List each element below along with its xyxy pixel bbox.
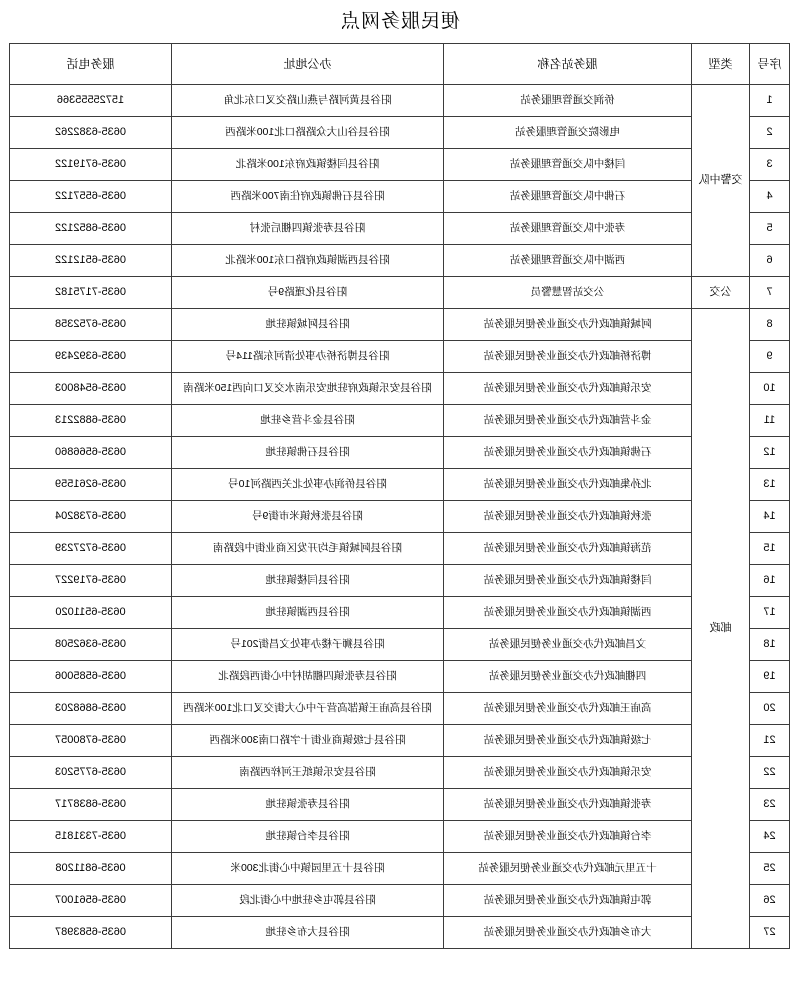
cell-index: 15: [750, 533, 790, 565]
cell-index: 23: [750, 789, 790, 821]
cell-station-name: 四棚邮政代办交通业务便民服务站: [444, 661, 692, 693]
cell-phone: 0635-6738204: [10, 501, 172, 533]
table-body: [10, 85, 790, 949]
cell-station-name: 文昌邮政代办交通业务便民服务站: [444, 629, 692, 661]
cell-phone: 0635-6811208: [10, 853, 172, 885]
cell-address: 阳谷县博济桥办事处清河东路114号: [172, 341, 444, 373]
cell-index: 22: [750, 757, 790, 789]
table-row: [10, 629, 790, 661]
cell-phone: 0635-6557122: [10, 181, 172, 213]
cell-station-name: 范海镇邮政代办交通业务便民服务站: [444, 533, 692, 565]
cell-phone: 0635-6752358: [10, 309, 172, 341]
cell-station-name: 石佛镇邮政代办交通业务便民服务站: [444, 437, 692, 469]
column-header-name: 服务站名称: [444, 44, 692, 85]
cell-phone: 0635-6512122: [10, 245, 172, 277]
cell-station-name: 大布乡邮政代办交通业务便民服务站: [444, 917, 692, 949]
cell-address: 阳谷县闫楼镇驻地: [172, 565, 444, 597]
cell-address: 阳谷县寿张镇四棚后张村: [172, 213, 444, 245]
cell-address: 阳谷县闫楼镇政府东100米路北: [172, 149, 444, 181]
column-header-phone: 服务电话: [10, 44, 172, 85]
cell-address: 阳谷县寿张镇驻地: [172, 789, 444, 821]
cell-station-name: 闫楼镇邮政代办交通业务便民服务站: [444, 565, 692, 597]
cell-station-name: 公交站智慧警员: [444, 277, 692, 309]
cell-index: 18: [750, 629, 790, 661]
cell-address: 阳谷县大布乡驻地: [172, 917, 444, 949]
cell-station-name: 电影院交通管理服务站: [444, 117, 692, 149]
cell-phone: 0635-6852122: [10, 213, 172, 245]
cell-station-name: 金斗营邮政代办交通业务便民服务站: [444, 405, 692, 437]
cell-index: 9: [750, 341, 790, 373]
cell-index: 13: [750, 469, 790, 501]
cell-address: 阳谷县黄河路与燕山路交叉口东北角: [172, 85, 444, 117]
cell-phone: 0635-6583987: [10, 917, 172, 949]
table-row: [10, 245, 790, 277]
cell-station-name: 张秋镇邮政代办交通业务便民服务站: [444, 501, 692, 533]
cell-station-name: 博济桥邮政代办交通业务便民服务站: [444, 341, 692, 373]
table-row: [10, 693, 790, 725]
cell-type: 交警中队: [692, 85, 750, 277]
table-row: [10, 373, 790, 405]
table-row: [10, 309, 790, 341]
cell-station-name: 石佛中队交通管理服务站: [444, 181, 692, 213]
cell-address: 阳谷县郭屯乡驻地中心街北段: [172, 885, 444, 917]
cell-index: 16: [750, 565, 790, 597]
cell-phone: 0635-6392439: [10, 341, 172, 373]
cell-phone: 0635-6727239: [10, 533, 172, 565]
cell-index: 6: [750, 245, 790, 277]
cell-index: 10: [750, 373, 790, 405]
cell-phone: 0635-6362508: [10, 629, 172, 661]
cell-phone: 0635-6566860: [10, 437, 172, 469]
cell-address: 阳谷县安乐镇政府驻地安乐南水交叉口向西150米路南: [172, 373, 444, 405]
cell-type: 邮政: [692, 309, 750, 949]
table-row: [10, 885, 790, 917]
table-row: [10, 149, 790, 181]
cell-address: 阳谷县阿城镇毛均开发区商业街中段路南: [172, 533, 444, 565]
column-header-index: 序号: [750, 44, 790, 85]
cell-station-name: 寿张镇邮政代办交通业务便民服务站: [444, 789, 692, 821]
cell-station-name: 李台镇邮政代办交通业务便民服务站: [444, 821, 692, 853]
cell-index: 4: [750, 181, 790, 213]
cell-station-name: 西湖中队交通管理服务站: [444, 245, 692, 277]
cell-phone: 0635-6868203: [10, 693, 172, 725]
cell-station-name: 侨润交通管理服务站: [444, 85, 692, 117]
column-header-address: 办公地址: [172, 44, 444, 85]
cell-index: 1: [750, 85, 790, 117]
cell-phone: 0635-6780057: [10, 725, 172, 757]
cell-index: 11: [750, 405, 790, 437]
cell-station-name: 高庙王邮政代办交通业务便民服务站: [444, 693, 692, 725]
column-header-type: 类型: [692, 44, 750, 85]
cell-station-name: 北孙集邮政代办交通业务便民服务站: [444, 469, 692, 501]
cell-address: 阳谷县李台镇驻地: [172, 821, 444, 853]
cell-address: 阳谷县西湖镇政府路口东100米路北: [172, 245, 444, 277]
cell-address: 阳谷县金斗营乡驻地: [172, 405, 444, 437]
cell-address: 阳谷县侨润办事处北关西路河10号: [172, 469, 444, 501]
table-row: [10, 341, 790, 373]
cell-index: 7: [750, 277, 790, 309]
table-row: [10, 501, 790, 533]
cell-address: 阳谷县化瑾路9号: [172, 277, 444, 309]
cell-station-name: 郭屯镇邮政代办交通业务便民服务站: [444, 885, 692, 917]
table-row: [10, 533, 790, 565]
table-row: [10, 789, 790, 821]
table-row: [10, 661, 790, 693]
cell-station-name: 七级镇邮政代办交通业务便民服务站: [444, 725, 692, 757]
cell-address: 阳谷县十五里园镇中心街北300米: [172, 853, 444, 885]
cell-address: 阳谷县阿城镇驻地: [172, 309, 444, 341]
cell-phone: 15725555366: [10, 85, 172, 117]
cell-type: 公交: [692, 277, 750, 309]
table-header-row: [10, 44, 790, 85]
cell-phone: 0635-7331815: [10, 821, 172, 853]
cell-station-name: 阿城镇邮政代办交通业务便民服务站: [444, 309, 692, 341]
cell-index: 24: [750, 821, 790, 853]
cell-station-name: 安乐镇邮政代办交通业务便民服务站: [444, 757, 692, 789]
cell-phone: 0635-7175182: [10, 277, 172, 309]
mirrored-document-canvas: [0, 3, 800, 1003]
cell-phone: 0635-6382262: [10, 117, 172, 149]
table-row: [10, 117, 790, 149]
cell-index: 26: [750, 885, 790, 917]
cell-index: 14: [750, 501, 790, 533]
table-row: [10, 181, 790, 213]
cell-phone: 0635-6585006: [10, 661, 172, 693]
cell-address: 阳谷县石佛镇政府住南700米路西: [172, 181, 444, 213]
cell-phone: 0635-6548003: [10, 373, 172, 405]
cell-index: 3: [750, 149, 790, 181]
cell-phone: 0635-6511020: [10, 597, 172, 629]
cell-address: 阳谷县寿张镇四棚胡村中心街西段路北: [172, 661, 444, 693]
cell-phone: 0635-6261559: [10, 469, 172, 501]
service-points-table: [9, 43, 790, 949]
cell-index: 12: [750, 437, 790, 469]
table-row: [10, 213, 790, 245]
page-title: 便民服务网点: [340, 11, 461, 32]
cell-phone: 0635-6719122: [10, 149, 172, 181]
cell-index: 27: [750, 917, 790, 949]
cell-index: 2: [750, 117, 790, 149]
cell-address: 阳谷县七级镇商业街十字路口南300米路西: [172, 725, 444, 757]
cell-station-name: 安乐镇邮政代办交通业务便民服务站: [444, 373, 692, 405]
cell-station-name: 十五里元邮政代办交通业务便民服务站: [444, 853, 692, 885]
cell-address: 阳谷县石佛镇驻地: [172, 437, 444, 469]
table-row: [10, 597, 790, 629]
table-row: [10, 725, 790, 757]
table-row: [10, 469, 790, 501]
cell-index: 20: [750, 693, 790, 725]
table-row: [10, 757, 790, 789]
cell-index: 25: [750, 853, 790, 885]
cell-index: 8: [750, 309, 790, 341]
cell-phone: 0635-6838717: [10, 789, 172, 821]
cell-address: 阳谷县谷山大众路路口北100米路西: [172, 117, 444, 149]
cell-station-name: 寿张中队交通管理服务站: [444, 213, 692, 245]
table-row: [10, 277, 790, 309]
cell-index: 19: [750, 661, 790, 693]
table-row: [10, 405, 790, 437]
table-header: [10, 44, 790, 85]
cell-address: 阳谷县狮子楼办事处文昌街201号: [172, 629, 444, 661]
cell-address: 阳谷县张秋镇米市街9号: [172, 501, 444, 533]
cell-index: 21: [750, 725, 790, 757]
cell-station-name: 西湖镇邮政代办交通业务便民服务站: [444, 597, 692, 629]
cell-phone: 0635-6561007: [10, 885, 172, 917]
cell-phone: 0635-6719227: [10, 565, 172, 597]
table-row: [10, 853, 790, 885]
cell-station-name: 闫楼中队交通管理服务站: [444, 149, 692, 181]
table-row: [10, 437, 790, 469]
table-row: [10, 85, 790, 117]
cell-address: 阳谷县西湖镇驻地: [172, 597, 444, 629]
cell-index: 17: [750, 597, 790, 629]
cell-address: 阳谷县安乐镇纸王河梓西路南: [172, 757, 444, 789]
table-row: [10, 565, 790, 597]
cell-phone: 0635-6882213: [10, 405, 172, 437]
table-row: [10, 821, 790, 853]
table-row: [10, 917, 790, 949]
cell-index: 5: [750, 213, 790, 245]
cell-phone: 0635-6775203: [10, 757, 172, 789]
cell-address: 阳谷县高庙王镇郜高营子中心大街交叉口北100米路西: [172, 693, 444, 725]
